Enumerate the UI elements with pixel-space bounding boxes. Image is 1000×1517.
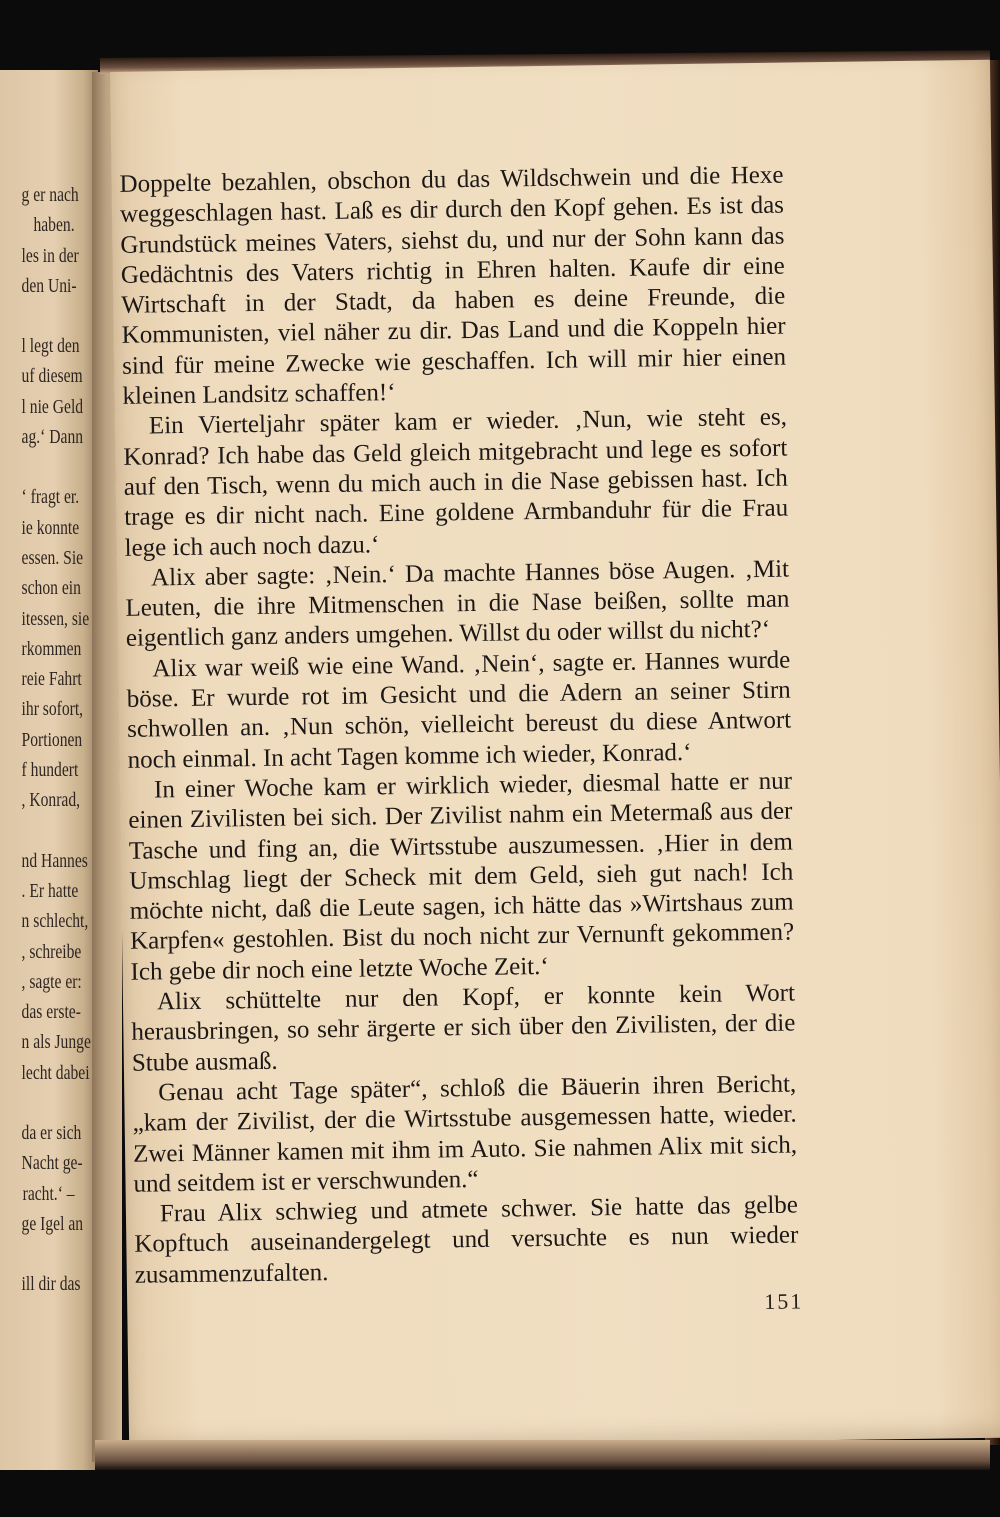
left-page-fragment: reie Fahrt (21, 668, 82, 691)
left-page-fragment: ill dir das (21, 1273, 81, 1296)
left-page-text-fragments (0, 180, 98, 1300)
paragraph-8: Frau Alix schwieg und atmete schwer. Sie hatte das gelbe Kopftuch auseinandergelegt und versuchte es nun wieder zusammenzufalten. (134, 1191, 799, 1289)
left-page-fragment: racht.‘ – (22, 1182, 75, 1205)
left-page-fragment: ag.‘ Dann (21, 426, 84, 449)
left-page-fragment: ge Igel an (21, 1212, 84, 1235)
left-page-fragment: ihr sofort, (21, 698, 84, 721)
left-page-fragment: ie konnte (21, 516, 80, 539)
left-page-fragment: . Er hatte (21, 879, 79, 902)
left-page-fragment: rkommen (21, 637, 82, 660)
left-page-fragment (0, 301, 98, 331)
right-page (110, 60, 1000, 1450)
left-page-fragment: essen. Sie (21, 546, 84, 569)
paragraph-2: Ein Vierteljahr später kam er wieder. ‚Nun, wie steht es, Konrad? Ich habe das Geld gleich mitgebracht und lege es sofort auf den Tisch, wenn du mich auch in die Nase gebissen hast. Ich trage es dir nicht nach. Eine goldene Armbanduhr für die Frau lege ich auch noch dazu.‘ (123, 403, 789, 562)
left-page-fragment: ‘ fragt er. (21, 486, 80, 509)
left-page-fragment: nd Hannes (21, 849, 88, 872)
left-page-fragment: Portionen (21, 728, 83, 751)
left-page-fragment: uf diesem (21, 365, 83, 388)
left-page-fragment: Nacht ge- (21, 1152, 83, 1175)
left-page-fragment: den Uni- (21, 274, 77, 297)
left-page-fragment: , Konrad, (21, 789, 81, 812)
left-page-fragment: lecht dabei (21, 1061, 90, 1084)
left-page-fragment: n schlecht, (21, 910, 89, 933)
left-page-fragment: das erste- (21, 1001, 81, 1024)
left-page-fragment (0, 1088, 98, 1118)
left-page-fragment: les in der (21, 244, 79, 267)
left-page-fragment: n als Junge (21, 1031, 91, 1054)
left-page-fragment: da er sich (21, 1122, 82, 1145)
left-page-fragment: g er nach (21, 184, 79, 206)
left-facing-page (0, 70, 98, 1470)
left-page-fragment: itessen, sie (21, 607, 90, 630)
paragraph-5: In einer Woche kam er wirklich wieder, diesmal hatte er nur einen Zivilisten bei sich. Der Zivilist nahm ein Metermaß aus der Tasche und fing an, die Wirtsstube auszumessen. ‚Hier in dem Umschlag liegt der Scheck mit dem Geld, sieh gut nach! Ich möchte nicht, daß die Leute sagen, ich hätte das »Wirtshaus zum Karpfen« gestohlen. Bist du noch nicht zur Vernunft gekommen? Ich gebe dir noch eine letzte Woche Zeit.‘ (128, 767, 795, 986)
page-body (119, 161, 799, 1291)
left-page-fragment: , sagte er: (21, 970, 82, 993)
left-page-fragment (0, 452, 98, 482)
left-page-fragment (0, 1239, 98, 1269)
left-page-fragment: l nie Geld (21, 395, 84, 418)
page-number: 151 (764, 1288, 804, 1314)
paragraph-6: Alix schüttelte nur den Kopf, er konnte kein Wort herausbringen, so sehr ärgerte er sich über den Zivilisten, der die Stube ausmaß. (131, 979, 796, 1077)
paragraph-3: Alix aber sagte: ‚Nein.‘ Da machte Hannes böse Augen. ‚Mit Leuten, die ihre Mitmenschen in die Nase beißen, sollte man eigentlich ganz anders umgehen. Willst du oder willst du nicht?‘ (125, 555, 790, 653)
left-page-fragment: , schreibe (21, 940, 82, 963)
left-page-fragment: f hundert (21, 759, 79, 782)
left-page-fragment: l legt den (21, 335, 80, 358)
paragraph-7: Genau acht Tage später“, schloß die Bäuerin ihren Bericht, „kam der Zivilist, der die Wirtsstube ausgemessen hatte, wieder. Zwei Männer kamen mit ihm im Auto. Sie nahmen Alix mit sich, und seitdem ist er verschwunden.“ (132, 1070, 798, 1198)
left-page-fragment (0, 816, 98, 846)
left-page-fragment: haben. (33, 214, 75, 237)
paragraph-1: Doppelte bezahlen, obschon du das Wildschwein und die Hexe weggeschlagen hast. Laß es dir durch den Kopf gehen. Es ist das Grundstück meines Vaters, siehst du, und nur der Sohn kann das Gedächtnis des Vaters richtig in Ehren halten. Kaufe dir eine Wirtschaft in der Stadt, da haben es deine Freunde, die Kommunisten, viel näher zu dir. Das Land und die Koppeln hier sind für meine Zwecke wie geschaffen. Ich will mir hier einen kleinen Landsitz schaffen!‘ (119, 161, 787, 410)
page-bottom-edge (95, 1440, 990, 1470)
left-page-fragment: schon ein (21, 577, 81, 600)
paragraph-4: Alix war weiß wie eine Wand. ‚Nein‘, sagte er. Hannes wurde böse. Er wurde rot im Gesicht und die Adern an seiner Stirn schwollen an. ‚Nun schön, vielleicht bereust du diese Antwort noch einmal. In acht Tagen komme ich wieder, Konrad.‘ (126, 646, 792, 774)
